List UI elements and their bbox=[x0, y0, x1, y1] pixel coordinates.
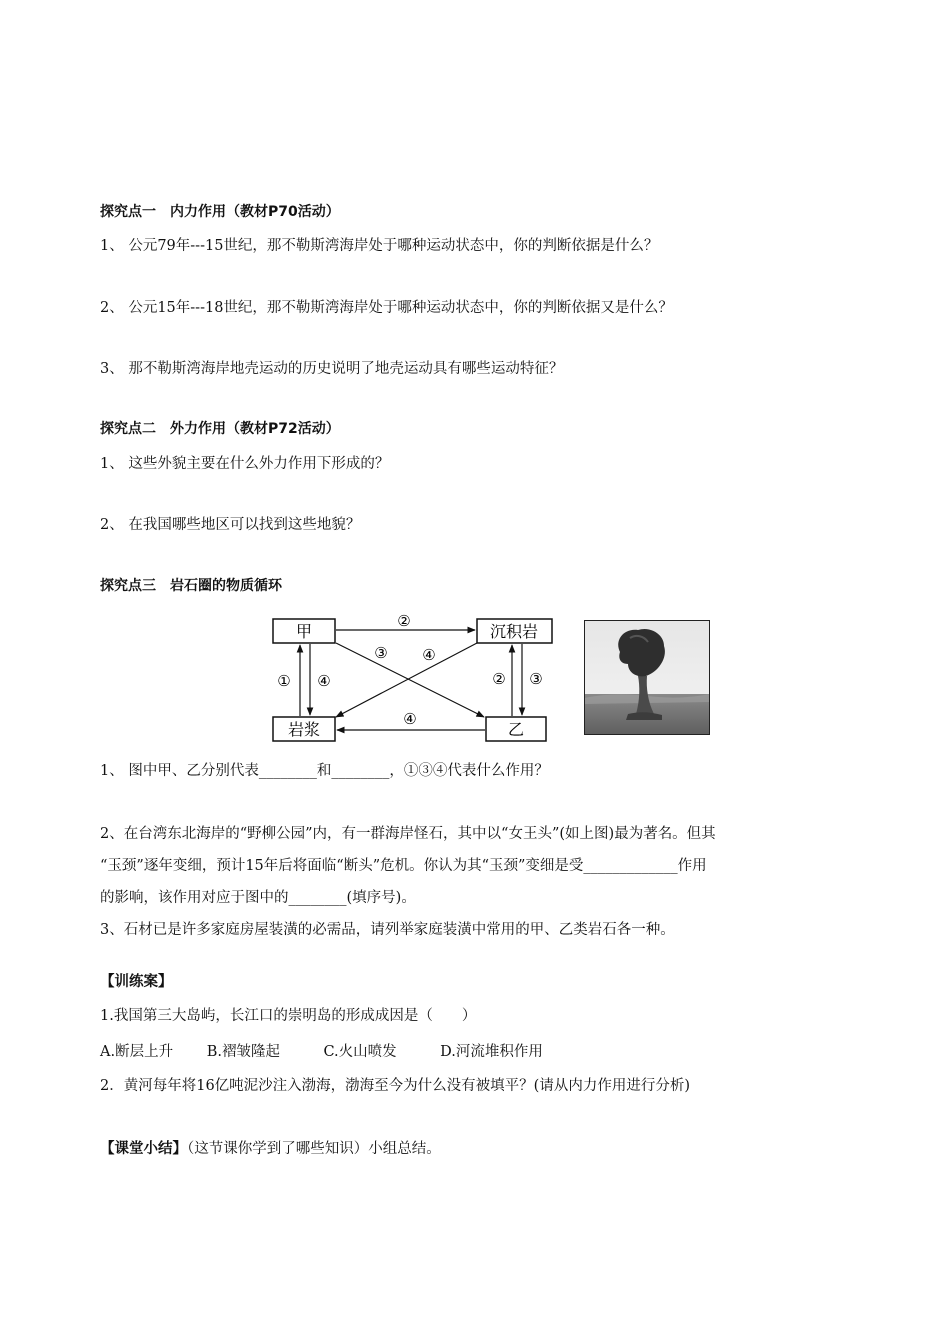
node-jia-label: 甲 bbox=[295, 622, 313, 641]
s1-question-3: 3、 那不勒斯湾海岸地壳运动的历史说明了地壳运动具有哪些运动特征？ bbox=[100, 361, 564, 377]
label-cross-2: ④ bbox=[422, 646, 436, 664]
training-title: 【训练案】 bbox=[100, 973, 173, 990]
node-chenjiyan-label: 沉积岩 bbox=[489, 622, 539, 641]
summary-text: （这节课你学到了哪些知识）小组总结。 bbox=[187, 1141, 441, 1157]
label-left-1: ① bbox=[277, 672, 291, 690]
s2-question-2: 2、 在我国哪些地区可以找到这些地貌？ bbox=[100, 517, 361, 533]
s3-question-2-line-2: “玉颈”逐年变细，预计15年后将面临“断头”危机。你认为其“玉颈”变细是受_____________作用 bbox=[100, 858, 707, 874]
section-3-title: 探究点三 岩石圈的物质循环 bbox=[100, 578, 282, 594]
rock-cycle-diagram bbox=[270, 610, 560, 745]
section-2-title: 探究点二 外力作用（教材P72活动） bbox=[100, 421, 340, 437]
summary-title: 【课堂小结】 bbox=[100, 1140, 187, 1157]
label-bottom: ④ bbox=[403, 710, 417, 728]
s3-question-2-line-3: 的影响，该作用对应于图中的________(填序号)。 bbox=[100, 890, 416, 906]
training-question-1: 1.我国第三大岛屿，长江口的崇明岛的形成成因是（ ） bbox=[100, 1008, 477, 1024]
s1-question-2: 2、 公元15年---18世纪，那不勒斯湾海岸处于哪种运动状态中，你的判断依据又是什么？ bbox=[100, 300, 673, 316]
s3-question-1: 1、 图中甲、乙分别代表________和________，①③④代表什么作用？ bbox=[100, 763, 549, 779]
label-left-2: ④ bbox=[317, 672, 331, 690]
node-yi-label: 乙 bbox=[507, 720, 525, 739]
s2-question-1: 1、 这些外貌主要在什么外力作用下形成的？ bbox=[100, 456, 390, 472]
training-options: A.断层上升 B.褶皱隆起 C.火山喷发 D.河流堆积作用 bbox=[100, 1044, 543, 1060]
label-right-1: ② bbox=[492, 670, 506, 688]
section-1-title: 探究点一 内力作用（教材P70活动） bbox=[100, 204, 340, 220]
training-question-2: 2．黄河每年将16亿吨泥沙注入渤海，渤海至今为什么没有被填平？(请从内力作用进行分析) bbox=[100, 1078, 690, 1094]
s3-question-3: 3、石材已是许多家庭房屋装潢的必需品，请列举家庭装潢中常用的甲、乙类岩石各一种。 bbox=[100, 922, 675, 938]
s1-question-1: 1、 公元79年---15世纪，那不勒斯湾海岸处于哪种运动状态中，你的判断依据是什么？ bbox=[100, 238, 659, 254]
label-right-2: ③ bbox=[529, 670, 543, 688]
s3-question-2-line-1: 2、在台湾东北海岸的“野柳公园”内，有一群海岸怪石，其中以“女王头”(如上图)最为著名。但其 bbox=[100, 826, 716, 842]
node-yanjiang-label: 岩浆 bbox=[287, 720, 321, 739]
label-cross-1: ③ bbox=[374, 644, 388, 662]
queens-head-rock-photo bbox=[584, 620, 710, 735]
label-top: ② bbox=[397, 612, 411, 630]
summary-line bbox=[100, 1139, 441, 1159]
